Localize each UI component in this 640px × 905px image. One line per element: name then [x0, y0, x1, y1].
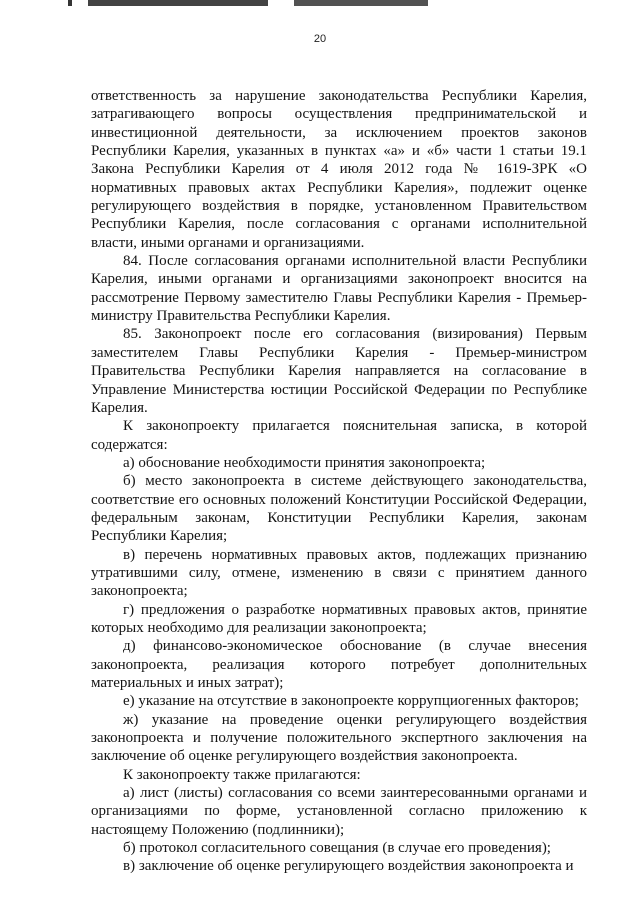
paragraph-84: 84. После согласования органами исполнительной власти Республики Карелия, иными органами и организациями законопроект вносится на рассмотрение Первому заместителю Главы Республики Карелия - Премьер-министру Правительства Республики Карелия. — [91, 253, 587, 325]
attachment-item-b: б) протокол согласительного совещания (в случае его проведения); — [123, 840, 551, 857]
paragraph-attachments-intro: К законопроекту также прилагаются: — [123, 766, 361, 783]
list-item-g: г) предложения о разработке нормативных правовых актов, принятие которых необходимо для реализации законопроекта; — [91, 601, 587, 636]
paragraph-85: 85. Законопроект после его согласования (визирования) Первым заместителем Главы Республики Карелия - Премьер-министром Правительства Республики Карелия направляется на согласование в Управление Министерства юстиции Российской Федерации по Республике Карелия. — [91, 326, 587, 416]
attachment-item-v: в) заключение об оценке регулирующего воздействия законопроекта и — [123, 858, 574, 875]
paragraph-note-intro: К законопроекту прилагается пояснительная записка, в которой содержатся: — [91, 418, 587, 453]
list-item-e: е) указание на отсутствие в законопроекте коррупциогенных факторов; — [123, 693, 579, 710]
list-item-v: в) перечень нормативных правовых актов, подлежащих признанию утратившими силу, отмене, изменению в связи с принятием данного законопроекта; — [91, 546, 587, 600]
list-item-d: д) финансово-экономическое обоснование (в случае внесения законопроекта, реализация которого потребует дополнительных материальных и иных затрат); — [91, 638, 587, 691]
paragraph-continuation: ответственность за нарушение законодательства Республики Карелия, затрагивающего вопросы осуществления предпринимательской и инвестиционной деятельности, за исключением проектов законов Республики Карелия, указанных в пунктах «а» и «б» части 1 статьи 19.1 Закона Республики Карелия от 4 июля 2012 года № 1619-ЗРК «О нормативных правовых актах Республики Карелия», подлежит оценке регулирующего воздействия в порядке, установленном Правительством Республики Карелия, после согласования с органами исполнительной власти, иными органами и организациями. — [91, 88, 587, 251]
attachment-item-a: а) лист (листы) согласования со всеми заинтересованными органами и организациями по форме, установленной согласно приложению к настоящему Положению (подлинники); — [91, 785, 587, 838]
page-number: 20 — [313, 33, 327, 45]
document-body — [91, 87, 587, 876]
list-item-a: а) обоснование необходимости принятия законопроекта; — [123, 454, 486, 471]
list-item-b: б) место законопроекта в системе действующего законодательства, соответствие его основных положений Конституции Российской Федерации, федеральным законам, Конституции Республики Карелия, законам Республики Карелия; — [91, 473, 587, 545]
list-item-zh: ж) указание на проведение оценки регулирующего воздействия законопроекта и получение положительного экспертного заключения на заключение об оценке регулирующего воздействия законопроекта. — [91, 711, 587, 765]
scan-edge-artifact — [68, 0, 428, 6]
